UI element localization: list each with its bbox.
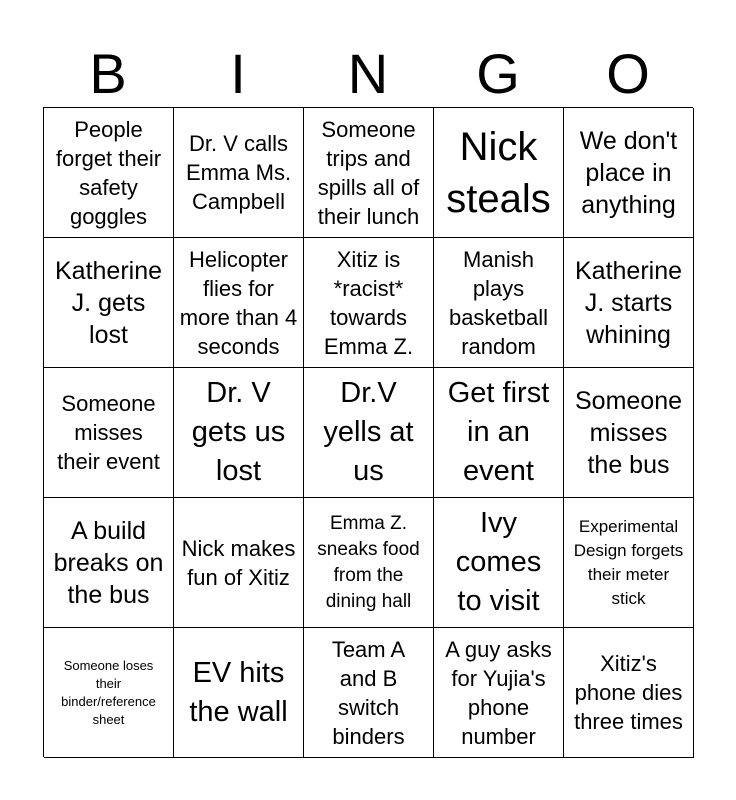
bingo-cell-r3-c3[interactable] xyxy=(304,368,434,498)
bingo-cell-r5-c5[interactable] xyxy=(564,628,694,758)
bingo-cell-r2-c2[interactable] xyxy=(174,238,304,368)
bingo-cell-r2-c1[interactable] xyxy=(44,238,174,368)
bingo-cell-r2-c5[interactable] xyxy=(564,238,694,368)
cell-text: Nick steals xyxy=(446,124,551,221)
cell-text: Dr.V yells at us xyxy=(323,377,414,487)
bingo-cell-r4-c5[interactable] xyxy=(564,498,694,628)
cell-text: A guy asks for Yujia's phone number xyxy=(445,636,552,749)
bingo-cell-r4-c4[interactable] xyxy=(434,498,564,628)
header-letter-b: B xyxy=(89,42,127,105)
bingo-cell-r3-c1[interactable] xyxy=(44,368,174,498)
bingo-cell-r3-c5[interactable] xyxy=(564,368,694,498)
bingo-cell-r5-c2[interactable] xyxy=(174,628,304,758)
cell-text: Xitiz is *racist* towards Emma Z. xyxy=(323,246,414,359)
cell-text: EV hits the wall xyxy=(189,656,288,728)
bingo-cell-r3-c4[interactable] xyxy=(434,368,564,498)
cell-text: Xitiz's phone dies three times xyxy=(574,651,683,734)
cell-text: We don't place in anything xyxy=(579,126,678,219)
cell-text: A build breaks on the bus xyxy=(53,516,164,609)
cell-text: Manish plays basketball random xyxy=(448,246,549,359)
header-letter-o: O xyxy=(606,42,650,105)
header-letter-n: N xyxy=(347,42,389,105)
bingo-cell-r2-c3[interactable] xyxy=(304,238,434,368)
bingo-cell-r1-c3[interactable] xyxy=(304,108,434,238)
cell-text: Get first in an event xyxy=(447,377,550,487)
cell-text: Dr. V calls Emma Ms. Campbell xyxy=(185,131,292,214)
bingo-cell-r5-c1[interactable] xyxy=(44,628,174,758)
header-letter-i: I xyxy=(230,42,246,105)
cell-text: Katherine J. starts whining xyxy=(574,256,683,349)
bingo-cell-r4-c2[interactable] xyxy=(174,498,304,628)
bingo-board xyxy=(43,107,693,757)
cell-text: Nick makes fun of Xitiz xyxy=(181,535,296,590)
header-letter-g: G xyxy=(476,42,520,105)
cell-text: Team A and B switch binders xyxy=(331,636,406,749)
cell-text: Ivy comes to visit xyxy=(455,507,542,617)
bingo-cell-r1-c5[interactable] xyxy=(564,108,694,238)
bingo-cell-r2-c4[interactable] xyxy=(434,238,564,368)
cell-text: Emma Z. sneaks food from the dining hall xyxy=(317,512,420,612)
bingo-cell-r4-c1[interactable] xyxy=(44,498,174,628)
bingo-header xyxy=(43,38,693,110)
bingo-cell-r3-c2[interactable] xyxy=(174,368,304,498)
bingo-cell-r1-c1[interactable] xyxy=(44,108,174,238)
cell-text: Someone loses their binder/reference sheet xyxy=(61,657,156,727)
bingo-cell-r5-c4[interactable] xyxy=(434,628,564,758)
cell-text: Experimental Design forgets their meter stick xyxy=(573,516,684,608)
cell-text: Someone misses the bus xyxy=(574,386,683,479)
bingo-cell-r1-c4[interactable] xyxy=(434,108,564,238)
bingo-cell-r5-c3[interactable] xyxy=(304,628,434,758)
cell-text: Someone misses their event xyxy=(57,391,160,474)
cell-text: Katherine J. gets lost xyxy=(54,256,163,349)
cell-text: Helicopter flies for more than 4 seconds xyxy=(179,246,298,359)
bingo-cell-r4-c3[interactable] xyxy=(304,498,434,628)
cell-text: Dr. V gets us lost xyxy=(191,377,286,487)
cell-text: Someone trips and spills all of their lunch xyxy=(317,116,420,229)
bingo-cell-r1-c2[interactable] xyxy=(174,108,304,238)
cell-text: People forget their safety goggles xyxy=(55,116,162,229)
